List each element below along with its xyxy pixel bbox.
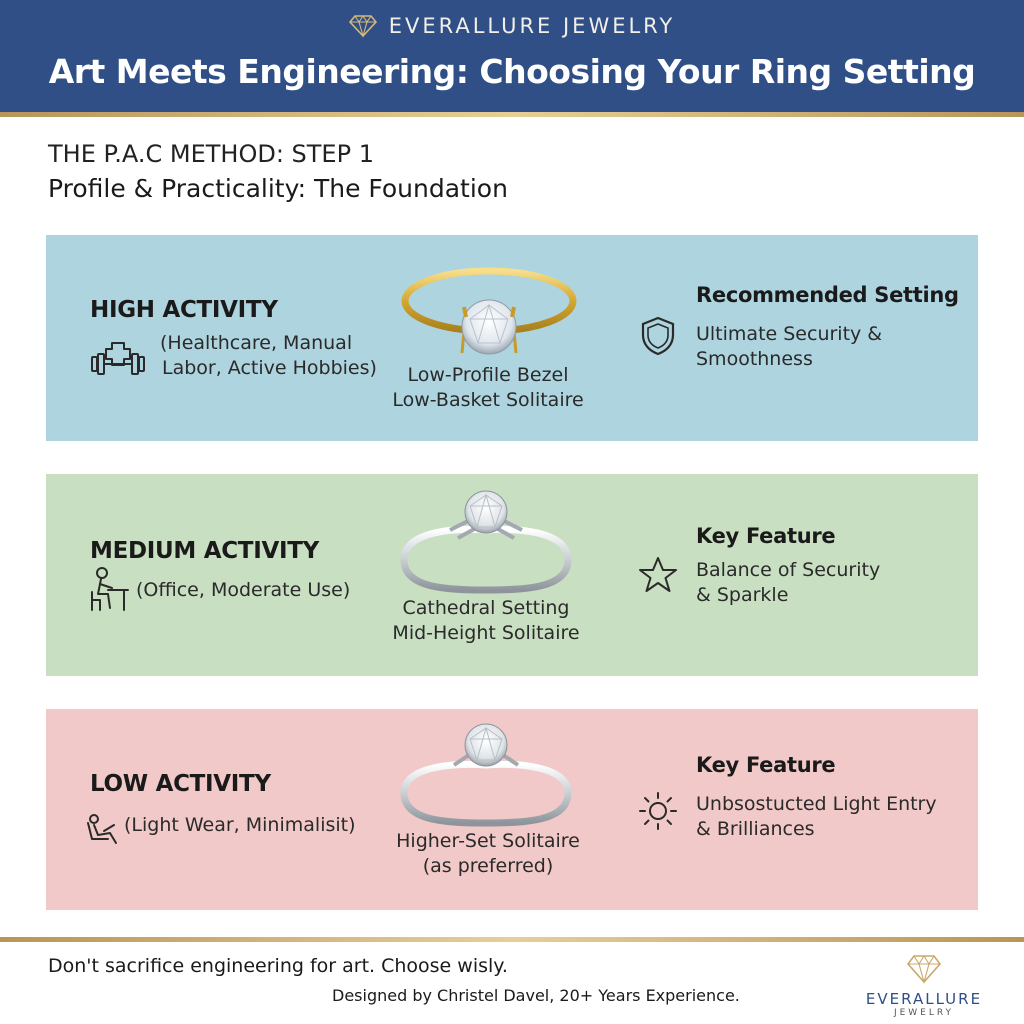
activity-description: Labor, Active Hobbies) [162, 357, 377, 379]
activity-title: HIGH ACTIVITY [90, 297, 278, 323]
step-title: Profile & Practicality: The Foundation [48, 174, 508, 203]
activity-panel-low [46, 709, 978, 910]
header-gold-rule [0, 112, 1024, 117]
feature-title: Recommended Setting [696, 283, 959, 307]
setting-name: Cathedral Setting [402, 597, 570, 619]
diamond-icon [906, 954, 942, 984]
activity-description: (Light Wear, Minimalisit) [124, 814, 356, 836]
activity-title: LOW ACTIVITY [90, 771, 271, 797]
diamond-icon [349, 14, 377, 38]
feature-description: & Sparkle [696, 584, 789, 606]
star-icon [638, 556, 678, 594]
footer-logo [856, 954, 992, 1018]
activity-description: (Healthcare, Manual [160, 332, 353, 354]
footer-gold-rule [0, 937, 1024, 942]
activity-panel-medium [46, 474, 978, 676]
setting-name: (as preferred) [422, 855, 554, 877]
step-label: THE P.A.C METHOD: STEP 1 [48, 140, 374, 168]
setting-name: Mid-Height Solitaire [392, 622, 580, 644]
footer-brand-sub: JEWELRY [893, 1008, 955, 1018]
feature-title: Key Feature [696, 753, 836, 777]
shield-icon [640, 316, 676, 356]
header-banner [0, 0, 1024, 114]
sun-icon [636, 789, 680, 833]
footer-credit: Designed by Christel Davel, 20+ Years Experience. [332, 986, 740, 1005]
feature-description: Smoothness [696, 348, 813, 370]
setting-name: Low-Basket Solitaire [392, 389, 584, 411]
activity-title: MEDIUM ACTIVITY [90, 538, 319, 564]
brand-name: EVERALLURE JEWELRY [388, 14, 676, 38]
ring-yellow-gold-image [400, 261, 578, 361]
fitness-icon [90, 337, 146, 377]
brand-row [0, 14, 1024, 38]
feature-description: & Brilliances [696, 818, 815, 840]
setting-name: Higher-Set Solitaire [396, 830, 580, 852]
activity-panel-high [46, 235, 978, 441]
footer-brand: EVERALLURE [865, 990, 983, 1008]
ring-white-gold-image [398, 721, 574, 827]
feature-description: Ultimate Security & [696, 323, 883, 345]
page-title: Art Meets Engineering: Choosing Your Ring Setting [48, 52, 976, 91]
relaxing-chair-icon [84, 813, 124, 847]
feature-description: Balance of Security [696, 559, 881, 581]
feature-description: Unbsostucted Light Entry [696, 793, 937, 815]
activity-description: (Office, Moderate Use) [136, 579, 351, 601]
feature-title: Key Feature [696, 524, 836, 548]
desk-worker-icon [88, 566, 130, 614]
footer-tagline: Don't sacrifice engineering for art. Choose wisly. [48, 955, 508, 977]
setting-name: Low-Profile Bezel [407, 364, 569, 386]
ring-white-gold-image [398, 490, 574, 594]
